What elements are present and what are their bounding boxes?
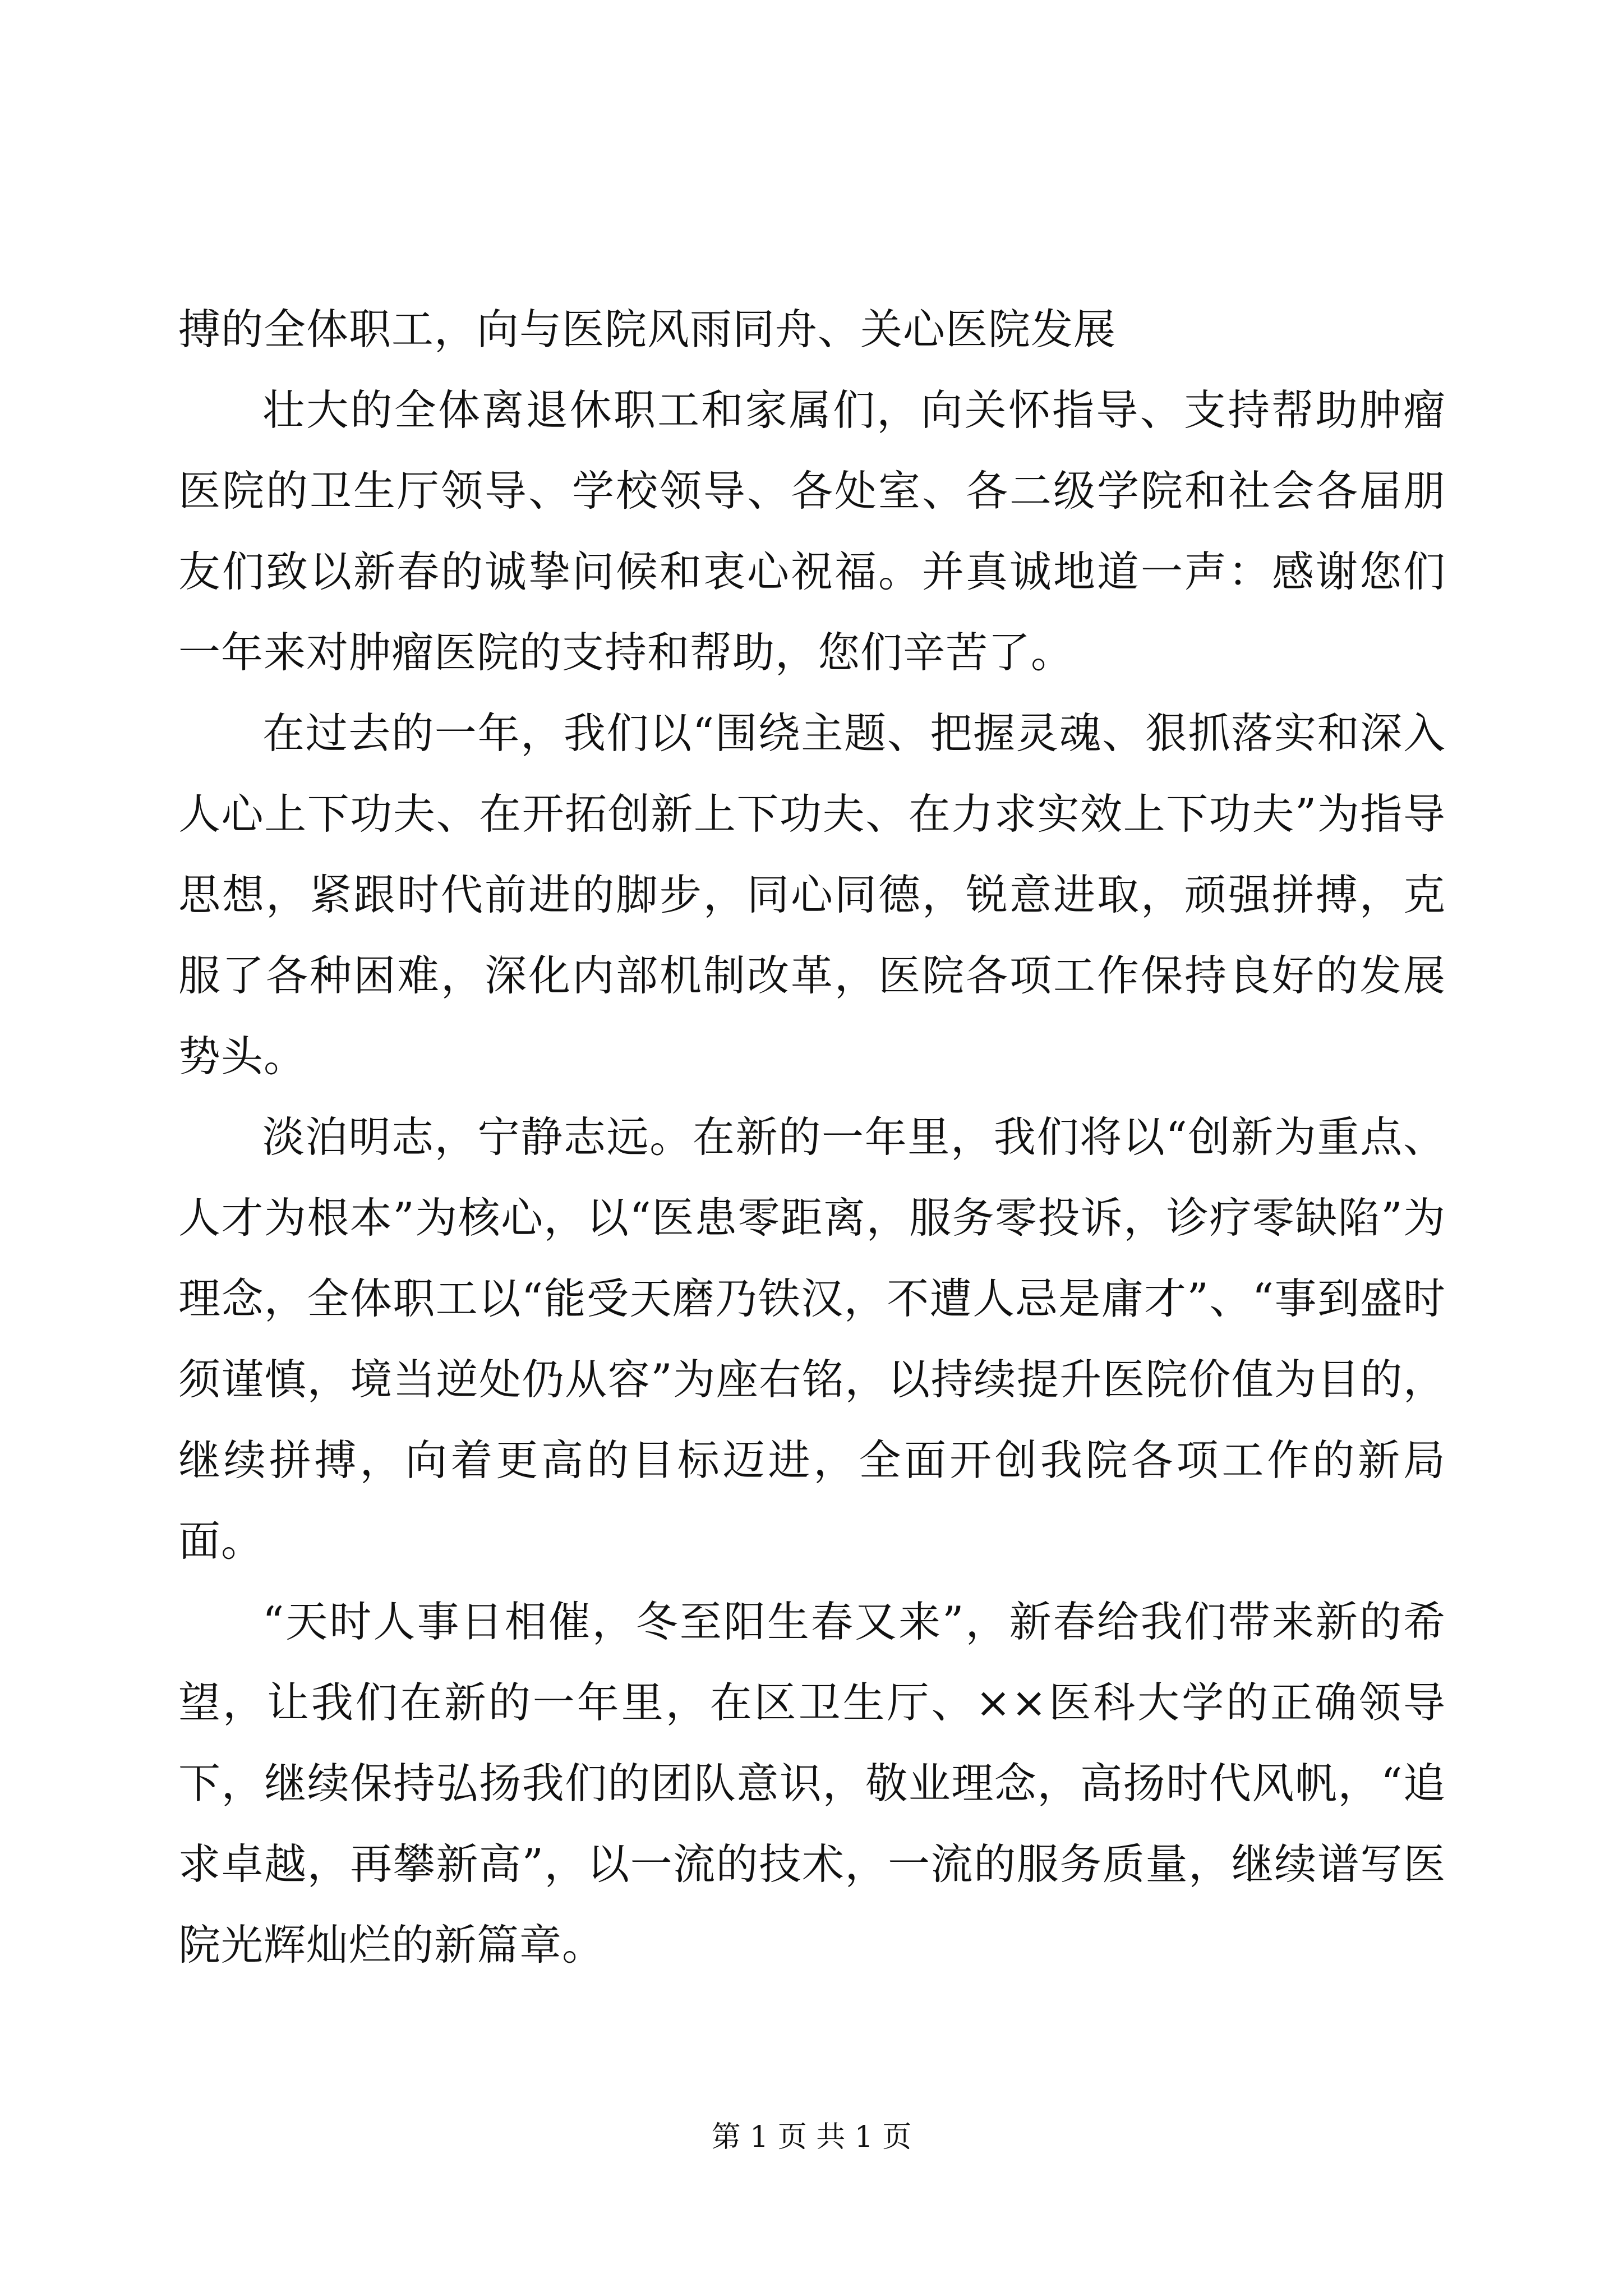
document-body <box>178 289 1446 1985</box>
paragraph-continuation: 搏的全体职工，向与医院风雨同舟、关心医院发展 <box>178 305 1117 354</box>
paragraph-past-year: 在过去的一年，我们以“围绕主题、把握灵魂、狠抓落实和深入人心上下功夫、在开拓创新上下功夫、在力求实效上下功夫”为指导思想，紧跟时代前进的脚步，同心同德，锐意进取，顽强拼搏，克服了各种困难，深化内部机制改革，医院各项工作保持良好的发展势头。 <box>178 708 1446 1081</box>
page-footer: 第 1 页 共 1 页 <box>711 2120 912 2154</box>
paragraph-new-year-goals: 淡泊明志，宁静志远。在新的一年里，我们将以“创新为重点、人才为根本”为核心，以“医患零距离，服务零投诉，诊疗零缺陷”为理念，全体职工以“能受天磨乃铁汉，不遭人忌是庸才”、“事到盛时须谨慎，境当逆处仍从容”为座右铭，以持续提升医院价值为目的，继续拼搏，向着更高的目标迈进，全面开创我院各项工作的新局面。 <box>178 1112 1446 1566</box>
paragraph-greetings: 壮大的全体离退休职工和家属们，向关怀指导、支持帮助肿瘤医院的卫生厅领导、学校领导、各处室、各二级学院和社会各届朋友们致以新春的诚挚问候和衷心祝福。并真诚地道一声：感谢您们一年来对肿瘤医院的支持和帮助，您们辛苦了。 <box>178 385 1446 677</box>
paragraph-closing: “天时人事日相催，冬至阳生春又来”，新春给我们带来新的希望，让我们在新的一年里，在区卫生厅、××医科大学的正确领导下，继续保持弘扬我们的团队意识，敬业理念，高扬时代风帆，“追求卓越，再攀新高”，以一流的技术，一流的服务质量，继续谱写医院光辉灿烂的新篇章。 <box>178 1597 1446 1970</box>
